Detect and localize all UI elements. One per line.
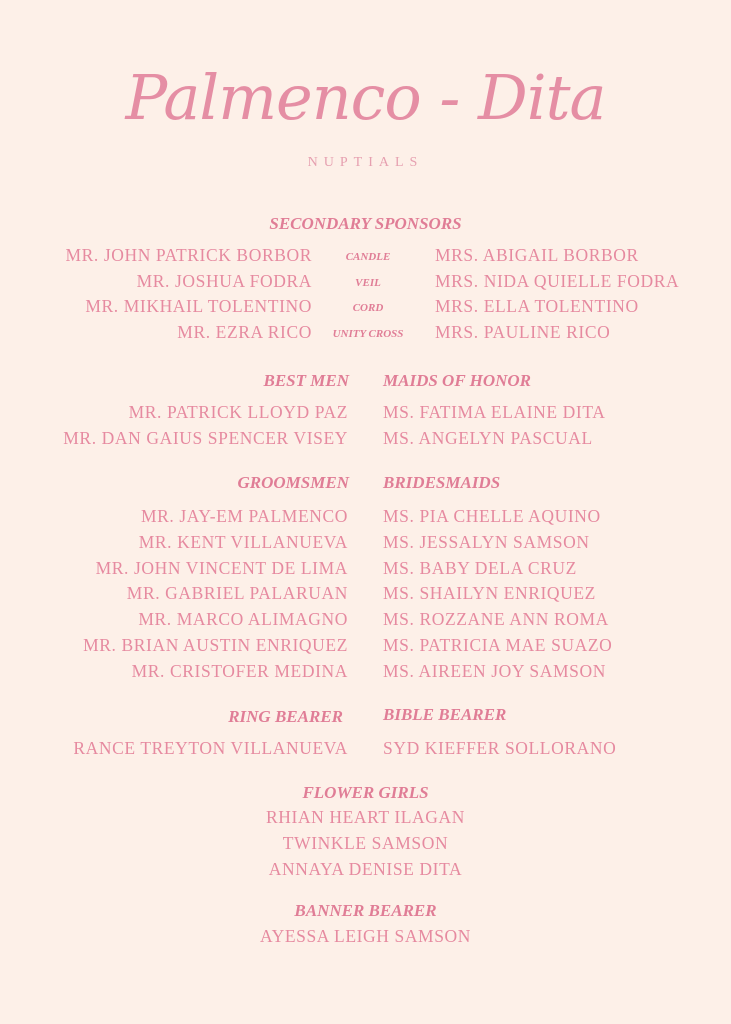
sponsor-left-name: MR. MIKHAIL TOLENTINO bbox=[85, 296, 312, 316]
sponsor-right-name: MRS. NIDA QUIELLE FODRA bbox=[435, 271, 680, 291]
list-item: MS. SHAILYN ENRIQUEZ bbox=[383, 583, 596, 604]
sponsor-right-name: MRS. ABIGAIL BORBOR bbox=[435, 245, 639, 265]
bible-bearer-name: SYD KIEFFER SOLLORANO bbox=[383, 738, 617, 758]
sponsor-role: VEIL bbox=[355, 277, 381, 289]
sponsor-right-name: MRS. PAULINE RICO bbox=[435, 322, 611, 342]
list-item: MS. ROZZANE ANN ROMA bbox=[383, 609, 609, 630]
flower-girls-heading: FLOWER GIRLS bbox=[302, 783, 429, 802]
list-item: MR. MARCO ALIMAGNO bbox=[138, 609, 348, 630]
list-item: MR. DAN GAIUS SPENCER VISEY bbox=[63, 427, 348, 448]
list-item: MR. GABRIEL PALARUAN bbox=[126, 583, 348, 604]
list-item: MR. JAY-EM PALMENCO bbox=[140, 506, 348, 526]
list-item: MS. JESSALYN SAMSON bbox=[383, 531, 590, 552]
list-item: MS. ANGELYN PASCUAL bbox=[383, 427, 593, 448]
list-item: MR. KENT VILLANUEVA bbox=[138, 531, 348, 552]
flower-girls-list bbox=[0, 805, 731, 882]
sponsor-role: CANDLE bbox=[345, 251, 391, 263]
list-item: MS. AIREEN JOY SAMSON bbox=[383, 660, 606, 681]
sponsor-role: UNITY CROSS bbox=[332, 328, 404, 340]
list-item: MS. PATRICIA MAE SUAZO bbox=[383, 634, 613, 655]
best-men-heading: BEST MEN bbox=[263, 371, 349, 390]
sponsor-left-name: MR. EZRA RICO bbox=[177, 322, 312, 342]
list-item: TWINKLE SAMSON bbox=[282, 832, 449, 853]
list-item: RHIAN HEART ILAGAN bbox=[266, 807, 465, 827]
list-item: MS. PIA CHELLE AQUINO bbox=[383, 506, 601, 526]
maids-of-honor-list bbox=[383, 400, 605, 452]
sponsor-right-name: MRS. ELLA TOLENTINO bbox=[435, 296, 639, 316]
best-men-list bbox=[63, 400, 348, 452]
list-item: MS. FATIMA ELAINE DITA bbox=[383, 402, 606, 422]
maids-of-honor-heading: MAIDS OF HONOR bbox=[383, 371, 532, 390]
bible-bearer-heading: BIBLE BEARER bbox=[383, 705, 507, 724]
banner-bearer-name: AYESSA LEIGH SAMSON bbox=[259, 926, 472, 946]
list-item: MR. CRISTOFER MEDINA bbox=[131, 660, 348, 681]
ring-bearer-name: RANCE TREYTON VILLANUEVA bbox=[73, 738, 348, 758]
sponsor-left-name: MR. JOHN PATRICK BORBOR bbox=[65, 245, 312, 265]
couple-title: Palmenco - Dita bbox=[125, 61, 606, 134]
list-item: ANNAYA DENISE DITA bbox=[268, 858, 463, 879]
nuptials-subtitle: NUPTIALS bbox=[307, 155, 424, 170]
bridesmaids-heading: BRIDESMAIDS bbox=[383, 473, 501, 492]
list-item: MS. BABY DELA CRUZ bbox=[383, 557, 577, 578]
sponsor-role: CORD bbox=[352, 302, 384, 314]
sponsor-left-name: MR. JOSHUA FODRA bbox=[136, 271, 312, 291]
bridesmaids-list bbox=[383, 504, 612, 685]
list-item: MR. BRIAN AUSTIN ENRIQUEZ bbox=[83, 634, 348, 655]
secondary-sponsors-heading: SECONDARY SPONSORS bbox=[269, 214, 462, 233]
groomsmen-list bbox=[83, 504, 348, 685]
list-item: MR. PATRICK LLOYD PAZ bbox=[128, 402, 348, 422]
list-item: MR. JOHN VINCENT DE LIMA bbox=[95, 557, 348, 578]
banner-bearer-heading: BANNER BEARER bbox=[294, 901, 437, 920]
ring-bearer-heading: RING BEARER bbox=[228, 707, 343, 726]
groomsmen-heading: GROOMSMEN bbox=[237, 473, 349, 492]
